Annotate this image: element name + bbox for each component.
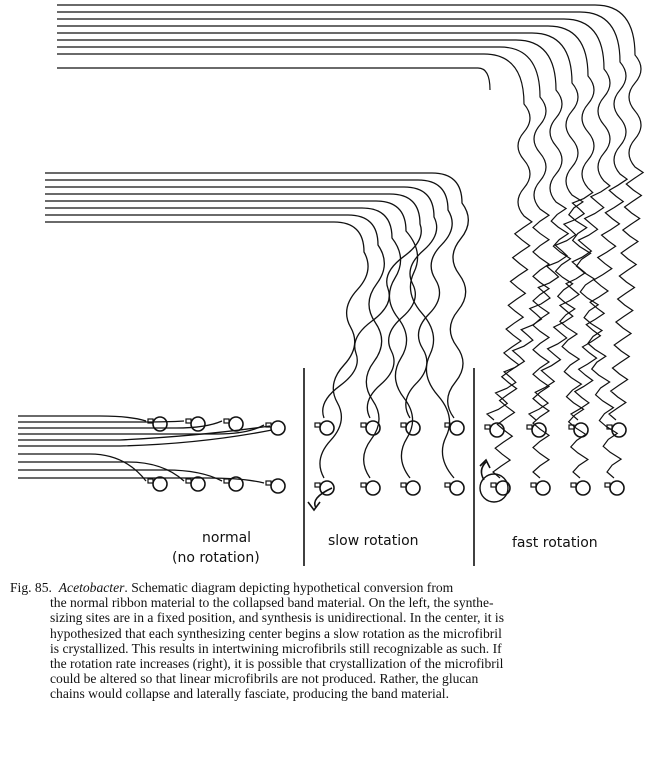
microfibril-ribbon: [18, 421, 184, 422]
caption-line-3: sizing sites are in a fixed position, and synthesis is unidirectional. In the center, it is: [50, 610, 504, 626]
microfibril-ribbon: [18, 454, 146, 481]
site-pore: [266, 481, 271, 485]
site-pore: [186, 419, 191, 423]
rotation-circle: [480, 474, 508, 502]
figure-number: Fig. 85.: [10, 580, 52, 595]
twisting-microfibril: [45, 180, 452, 418]
twisting-microfibril: [45, 201, 454, 478]
site-pore: [315, 483, 320, 487]
caption-line-5: is crystallized. This results in intertwining microfibrils still recognizable as such. If: [50, 640, 502, 656]
synthesizing-site: [153, 417, 167, 431]
site-pore: [224, 479, 229, 483]
site-pore: [571, 483, 576, 487]
microfibril-ribbon: [18, 478, 264, 483]
site-pore: [491, 483, 496, 487]
site-pore: [361, 423, 366, 427]
caption-line-7: could be altered so that linear microfibrils are not produced. Rather, the glucan: [50, 671, 479, 687]
twisting-microfibril: [45, 194, 421, 418]
synthesizing-site: [229, 417, 243, 431]
figure-caption: [10, 580, 650, 702]
caption-text: . Schematic diagram depicting hypothetical conversion from: [124, 580, 454, 595]
site-pore: [361, 483, 366, 487]
synthesizing-site: [153, 477, 167, 491]
genus-name: Acetobacter: [58, 580, 125, 595]
site-pore: [401, 423, 406, 427]
normal-panel: [18, 416, 285, 493]
synthesizing-site: [406, 481, 420, 495]
synthesizing-site: [450, 421, 464, 435]
synthesizing-site: [576, 481, 590, 495]
slow-rotation-panel: [45, 173, 468, 510]
twisting-microfibril: [45, 173, 468, 418]
synthesizing-site: [532, 423, 546, 437]
caption-line-2: the normal ribbon material to the collapsed band material. On the left, the synthe-: [50, 595, 494, 611]
normal-label: normal: [202, 530, 252, 546]
site-pore: [224, 419, 229, 423]
synthesizing-site: [536, 481, 550, 495]
synthesizing-site: [366, 481, 380, 495]
caption-line-6: the rotation rate increases (right), it is possible that crystallization of the microfibril: [50, 656, 504, 672]
caption-line-1: [10, 580, 650, 595]
site-pore: [186, 479, 191, 483]
site-pore: [148, 479, 153, 483]
site-pore: [445, 483, 450, 487]
collapsed-band-fibril: [57, 54, 532, 478]
microfibril-ribbon: [18, 425, 264, 434]
site-pore: [531, 483, 536, 487]
synthesizing-site: [610, 481, 624, 495]
site-pore: [485, 425, 490, 429]
synthesizing-site: [320, 421, 334, 435]
synthesizing-site: [191, 417, 205, 431]
site-pore: [605, 483, 610, 487]
site-pore: [527, 425, 532, 429]
microfibril-ribbon: [18, 416, 146, 421]
collapsed-band-fibril: [57, 47, 549, 478]
synthesizing-site: [271, 421, 285, 435]
synthesizing-site: [490, 423, 504, 437]
collapsed-band-fibril: [57, 12, 627, 420]
collapsed-band-fibril: [57, 68, 490, 90]
caption-line-4: hypothesized that each synthesizing center begins a slow rotation as the microfibril: [50, 625, 502, 641]
collapsed-band-fibril: [57, 19, 610, 420]
site-pore: [315, 423, 320, 427]
fast-rotation-label: fast rotation: [512, 535, 598, 551]
synthesizing-site: [191, 477, 205, 491]
no-rotation-label: (no rotation): [172, 550, 260, 566]
caption-line-8: chains would collapse and laterally fasciate, producing the band material.: [50, 686, 449, 702]
synthesizing-site: [450, 481, 464, 495]
slow-rotation-label: slow rotation: [328, 533, 419, 549]
synthesizing-site: [271, 479, 285, 493]
site-pore: [401, 483, 406, 487]
